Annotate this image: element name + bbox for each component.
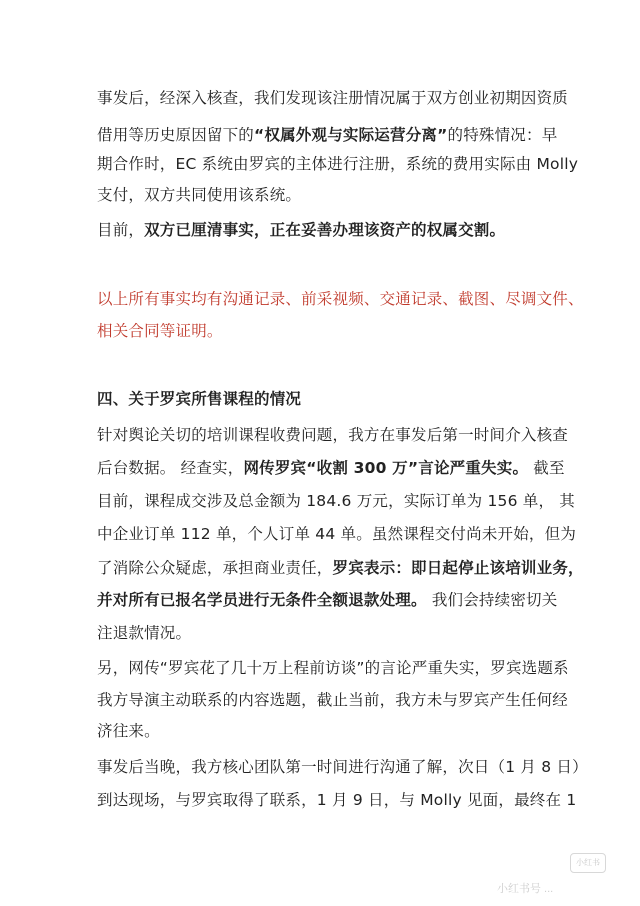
text-span: 借用等历史原因留下的	[97, 126, 255, 144]
text-span: 到达现场，与罗宾取得了联系，1 月 9 日，与 Molly 见面，最终在 1	[97, 791, 577, 809]
text-span: 我们会持续密切关	[426, 591, 558, 609]
text-span: 中企业订单 112 单，个人订单 44 单。虽然课程交付尚未开始，但为	[97, 525, 577, 543]
text-span: 了消除公众疑虑，承担商业责任，	[97, 559, 333, 577]
paragraph-line	[97, 154, 578, 174]
text-span: 截至	[528, 459, 565, 477]
paragraph-line	[97, 623, 191, 643]
evidence-line	[97, 289, 584, 309]
text-span: 目前，	[97, 221, 145, 239]
text-span: 我方导演主动联系的内容选题，截止当前，我方未与罗宾产生任何经	[97, 691, 569, 709]
text-span: 以上所有事实均有沟通记录、前采视频、交通记录、截图、尽调文件、	[97, 290, 584, 308]
text-span: 注退款情况。	[97, 624, 192, 642]
paragraph-line	[97, 125, 557, 145]
watermark-text: 小红书号 ...	[497, 883, 554, 895]
bold-text-span: 双方已厘清事实，正在妥善办理该资产的权属交割。	[144, 221, 506, 239]
paragraph-line	[97, 185, 301, 205]
text-span: 针对舆论关切的培训课程收费问题，我方在事发后第一时间介入核查	[97, 426, 569, 444]
text-span: 另，网传“罗宾花了几十万上程前访谈”的言论严重失实，罗宾选题系	[97, 659, 569, 677]
text-span: 目前，课程成交涉及总金额为 184.6 万元，实际订单为 156 单， 其	[97, 492, 575, 510]
text-span: 支付，双方共同使用该系统。	[97, 186, 302, 204]
section-heading	[97, 389, 301, 409]
watermark-logo: 小红书	[570, 853, 606, 873]
text-span: 后台数据。 经查实，	[97, 459, 244, 477]
paragraph-line	[97, 690, 568, 710]
text-span: 的特殊情况：早	[447, 126, 558, 144]
text-span: 相关合同等证明。	[97, 322, 223, 340]
paragraph-line	[97, 220, 505, 240]
paragraph-line	[97, 524, 576, 544]
bold-text-span: 罗宾表示：即日起停止该培训业务，	[332, 559, 584, 577]
paragraph-line	[97, 88, 568, 108]
paragraph-line	[97, 721, 160, 741]
bold-text-span: 网传罗宾“收割 300 万”言论严重失实。	[243, 459, 529, 477]
paragraph-line	[97, 558, 584, 578]
paragraph-line	[97, 491, 575, 511]
text-span: 事发后当晚，我方核心团队第一时间进行沟通了解，次日（1 月 8 日）	[97, 758, 588, 776]
bold-text-span: 并对所有已报名学员进行无条件全额退款处理。	[97, 591, 427, 609]
bold-text-span: “权属外观与实际运营分离”	[254, 126, 448, 144]
paragraph-line	[97, 590, 557, 610]
paragraph-line	[97, 458, 565, 478]
text-span: 济往来。	[97, 722, 160, 740]
paragraph-line	[97, 790, 576, 810]
paragraph-line	[97, 425, 568, 445]
paragraph-line	[97, 658, 569, 678]
heading-text: 四、关于罗宾所售课程的情况	[97, 390, 302, 408]
text-span: 期合作时，EC 系统由罗宾的主体进行注册，系统的费用实际由 Molly	[97, 155, 579, 173]
text-span: 事发后，经深入核查，我们发现该注册情况属于双方创业初期因资质	[97, 89, 569, 107]
paragraph-line	[97, 757, 588, 777]
evidence-line	[97, 321, 223, 341]
